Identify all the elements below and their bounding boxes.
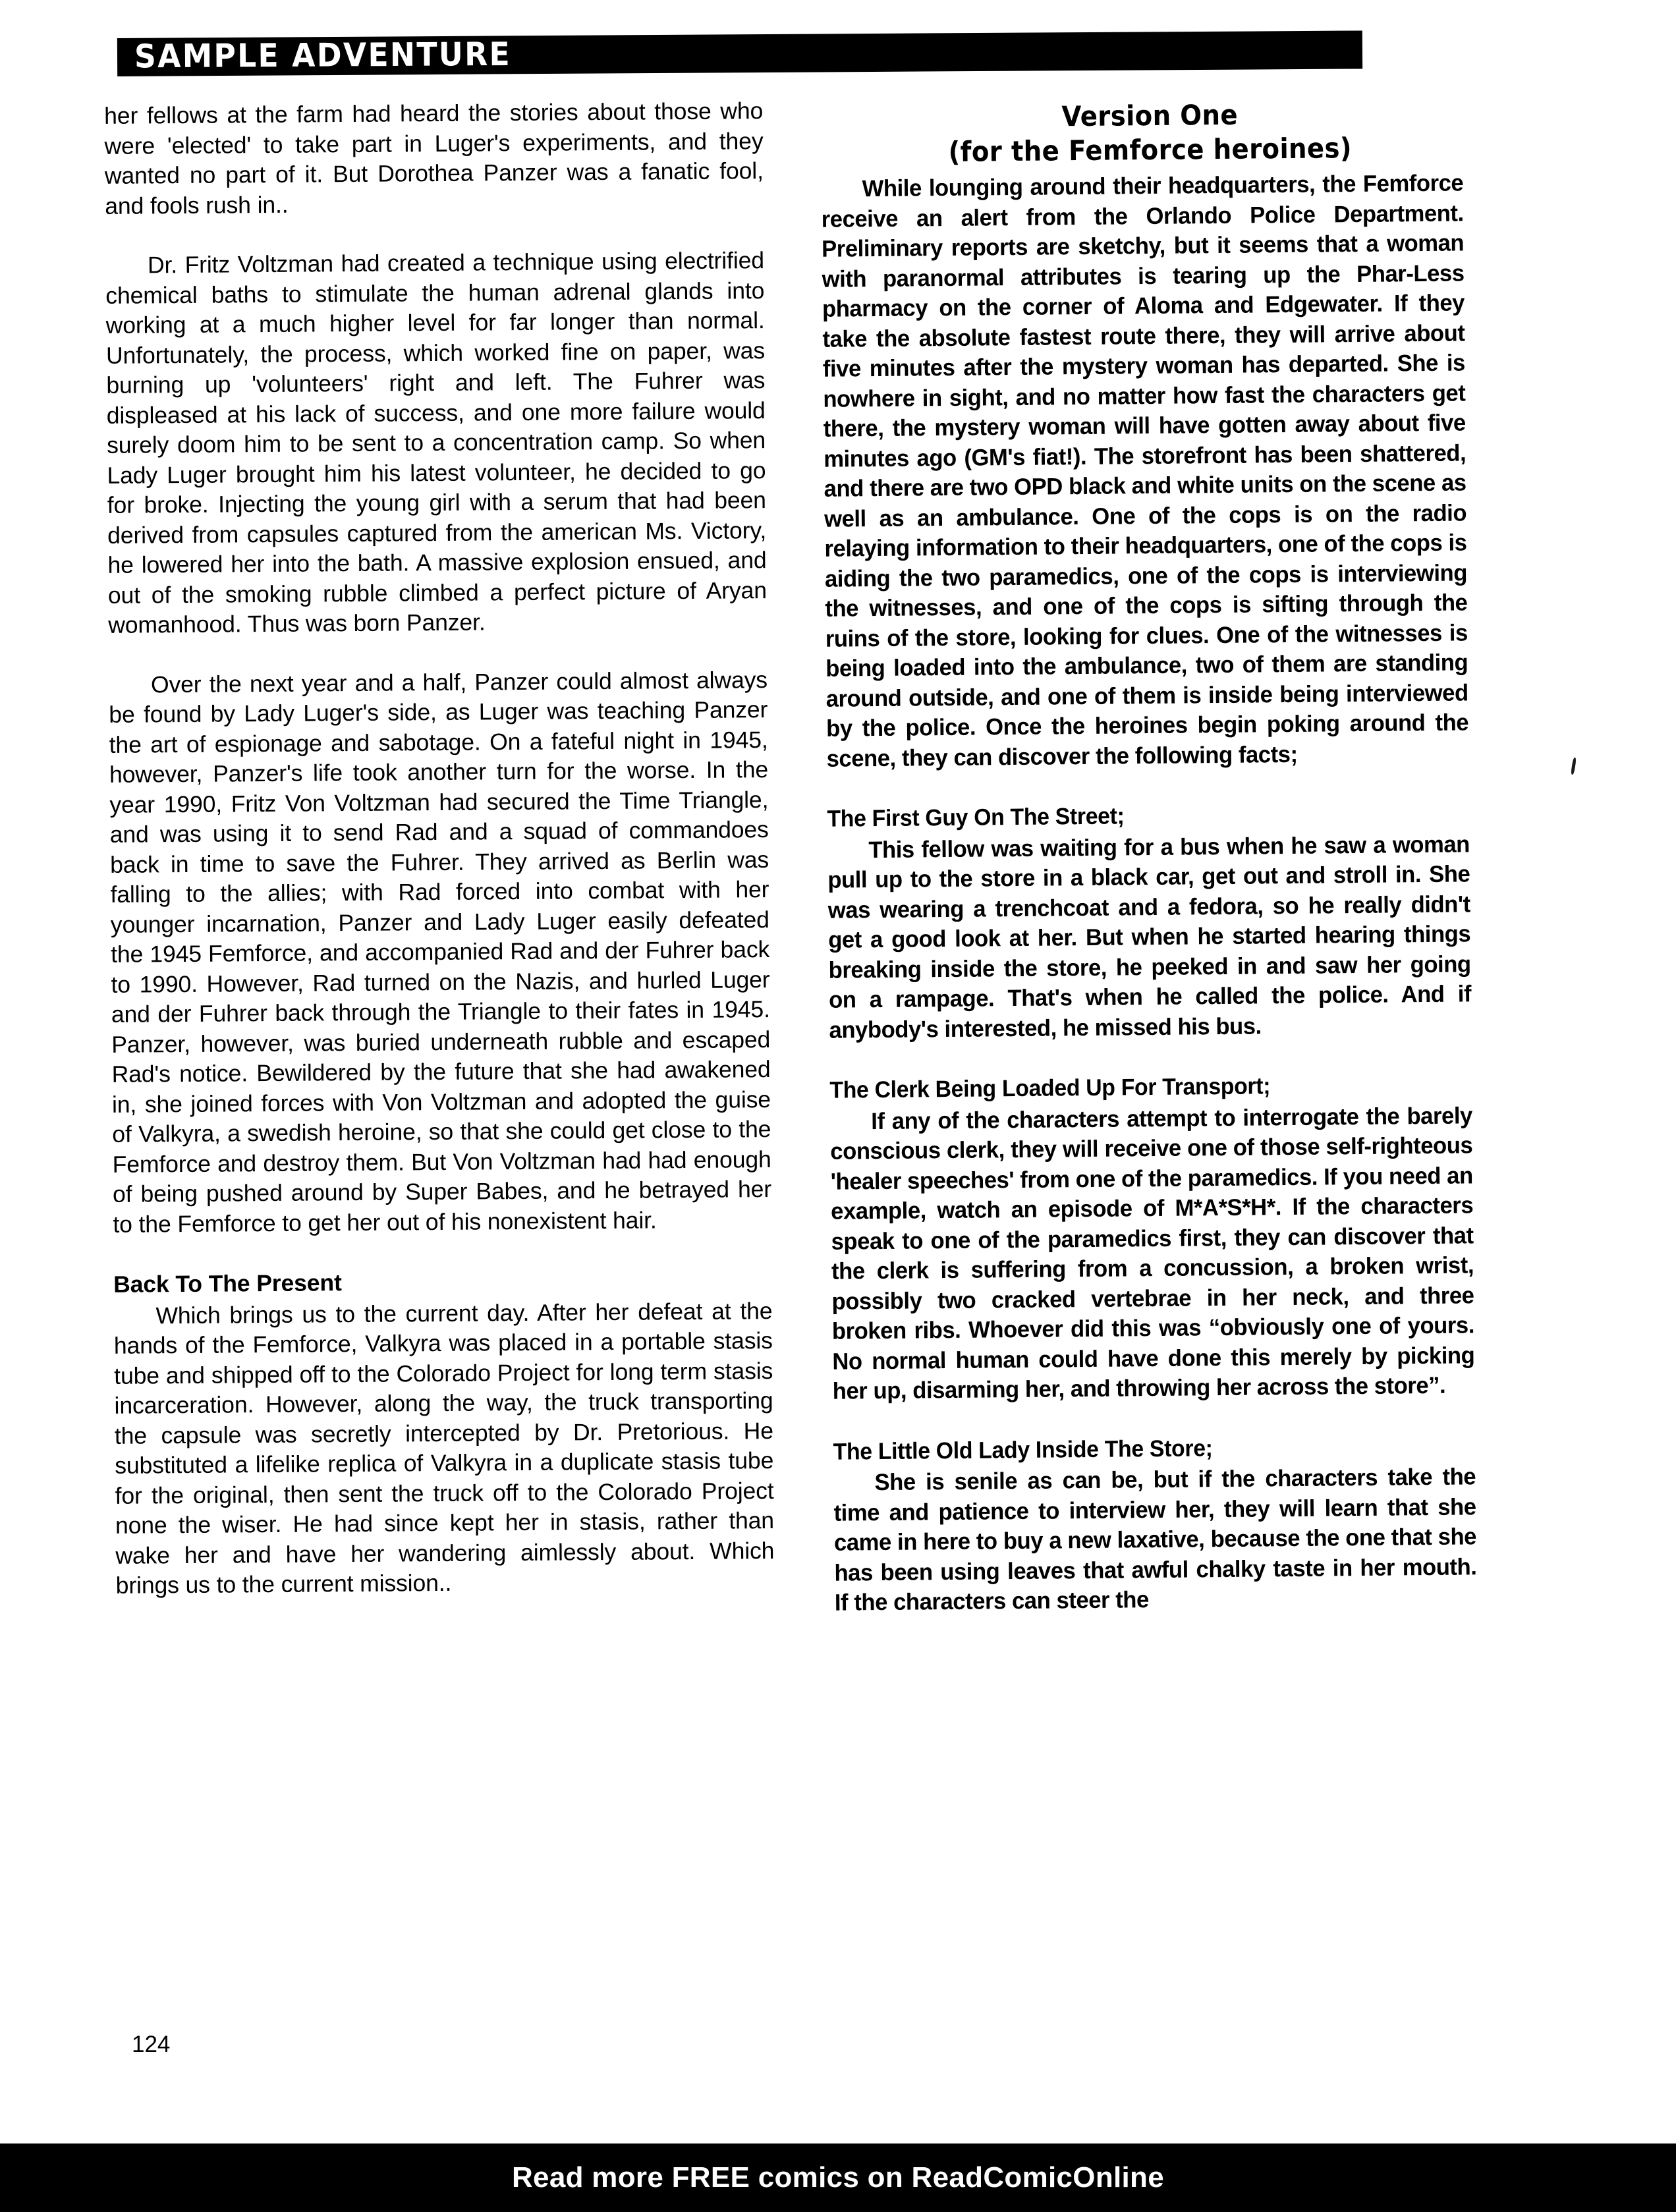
scan-artifact-speck xyxy=(1571,758,1577,775)
paragraph: If any of the characters attempt to interrogate the barely conscious clerk, they will receive one of those self-righteous 'healer speeches' from one of the paramedics. If you need an example, watch an episode of M*A*S*H*. If the characters speak to one of the paramedics first, they can discover that the clerk is suffering from a concussion, a broken wrist, possibly two cracked vertebrae in her neck, and three broken ribs. Whoever did this was “obviously one of yours. No normal human could have done this merely by picking her up, disarming her, and throwing her across the store”. xyxy=(830,1101,1475,1404)
paragraph: Dr. Fritz Voltzman had created a technique using electrified chemical baths to stimulate the human adrenal glands into working at a much higher level for far longer than normal. Unfortunately, the process, which worked fine on paper, was burning up 'volunteers' right and left. The Fuhrer was displeased at his lack of success, and one more failure would surely doom him to be sent to a concentration camp. So when Lady Luger brought him his latest volunteer, he decided to go for broke. Injecting the young girl with a serum that had been derived from capsules captured from the american Ms. Victory, he lowered her into the bath. A massive explosion ensued, and out of the smoking rubble climbed a perfect picture of Aryan womanhood. Thus was born Panzer. xyxy=(105,247,768,638)
paragraph: While lounging around their headquarters, the Femforce receive an alert from the Orlando Police Department. Preliminary reports are sketchy, but it seems that a woman with paranormal attributes is tearing up the Phar-Less pharmacy on the corner of Aloma and Edgewater. If they take the absolute fastest route there, they will arrive about five minutes after the mystery woman has departed. She is nowhere in sight, and no matter how fast the characters get there, the mystery woman will have gotten away about five minutes ago (GM's fiat!). The storefront has been shattered, and there are two OPD black and white units on the scene as well as an ambulance. One of the cops is on the radio relaying information to their headquarters, one of the cops is aiding the two paramedics, one of the cops is interviewing the witnesses, and one of the cops is sifting through the ruins of the store, looking for clues. One of the witnesses is being loaded into the ambulance, two of them are standing around outside, and one of them is inside being interviewed by the police. Once the heroines begin poking around the scene, they can discover the following facts; xyxy=(821,169,1469,772)
footer-banner xyxy=(0,2143,1676,2212)
page-title: SAMPLE ADVENTURE xyxy=(134,35,512,76)
page-number: 124 xyxy=(132,2032,171,2057)
version-title-line-2: (for the Femforce heroines) xyxy=(948,132,1353,168)
version-title xyxy=(847,96,1453,171)
left-text-column xyxy=(104,96,775,1601)
section-heading-clerk: The Clerk Being Loaded Up For Transport; xyxy=(829,1072,1271,1103)
paragraph: her fellows at the farm had heard the stories about those who were 'elected' to take part in Luger's experiments, and they wanted no part of it. But Dorothea Panzer was a fanatic fool, and fools rush in.. xyxy=(104,97,764,219)
paragraph: Which brings us to the current day. After her defeat at the hands of the Femforce, Valkyra was placed in a portable stasis tube and shipped off to the Colorado Project for long term stasis incarceration. However, along the way, the truck transporting the capsule was secretly intercepted by Dr. Pretorious. He substituted a lifelike replica of Valkyra in a duplicate stasis tube for the original, then sent the truck off to the Colorado Project none the wiser. He had since kept her in stasis, rather than wake her and have her wandering aimlessly about. Which brings us to the current mission.. xyxy=(113,1297,775,1599)
footer-promo-text: Read more FREE comics on ReadComicOnline xyxy=(511,2161,1164,2194)
version-title-line-1: Version One xyxy=(1061,98,1239,133)
section-heading-first-guy: The First Guy On The Street; xyxy=(827,802,1125,832)
paragraph: She is senile as can be, but if the characters take the time and patience to interview her, they will learn that she came in here to buy a new laxative, because the one that she has been using leaves that awful chalky taste in her mouth. If the characters can steer the xyxy=(833,1463,1477,1616)
section-heading-back-to-the-present: Back To The Present xyxy=(113,1269,342,1298)
paragraph: This fellow was waiting for a bus when he saw a woman pull up to the store in a black car, get out and stroll in. She was wearing a trenchcoat and a fedora, so he really didn't get a good look at her. But when he started hearing things breaking inside the store, he peeked in and saw her going on a rampage. That's when he called the police. And if anybody's interested, he missed his bus. xyxy=(827,830,1472,1043)
header-banner xyxy=(117,30,1362,76)
paragraph: Over the next year and a half, Panzer could almost always be found by Lady Luger's side, as Luger was teaching Panzer the art of espionage and sabotage. On a fateful night in 1945, however, Panzer's life took another turn for the worse. In the year 1990, Fritz Von Voltzman had secured the Time Triangle, and was using it to send Rad and a squad of commandoes back in time to save the Fuhrer. They arrived as Berlin was falling to the allies; with Rad forced into combat with her younger incarnation, Panzer and Lady Luger easily defeated the 1945 Femforce, and accompanied Rad and der Fuhrer back to 1990. However, Rad turned on the Nazis, and hurled Luger and der Fuhrer back through the Triangle to their fates in 1945. Panzer, however, was buried underneath rubble and escaped Rad's notice. Bewildered by the future that she had awakened in, she joined forces with Von Voltzman and adopted the guise of Valkyra, a swedish heroine, so that she could get close to the Femforce and destroy them. But Von Voltzman had had enough of being pushed around by Super Babes, and he betrayed her to the Femforce to get her out of his nonexistent hair. xyxy=(109,666,772,1238)
right-text-column xyxy=(820,96,1494,1618)
section-heading-little-old-lady: The Little Old Lady Inside The Store; xyxy=(833,1434,1213,1465)
